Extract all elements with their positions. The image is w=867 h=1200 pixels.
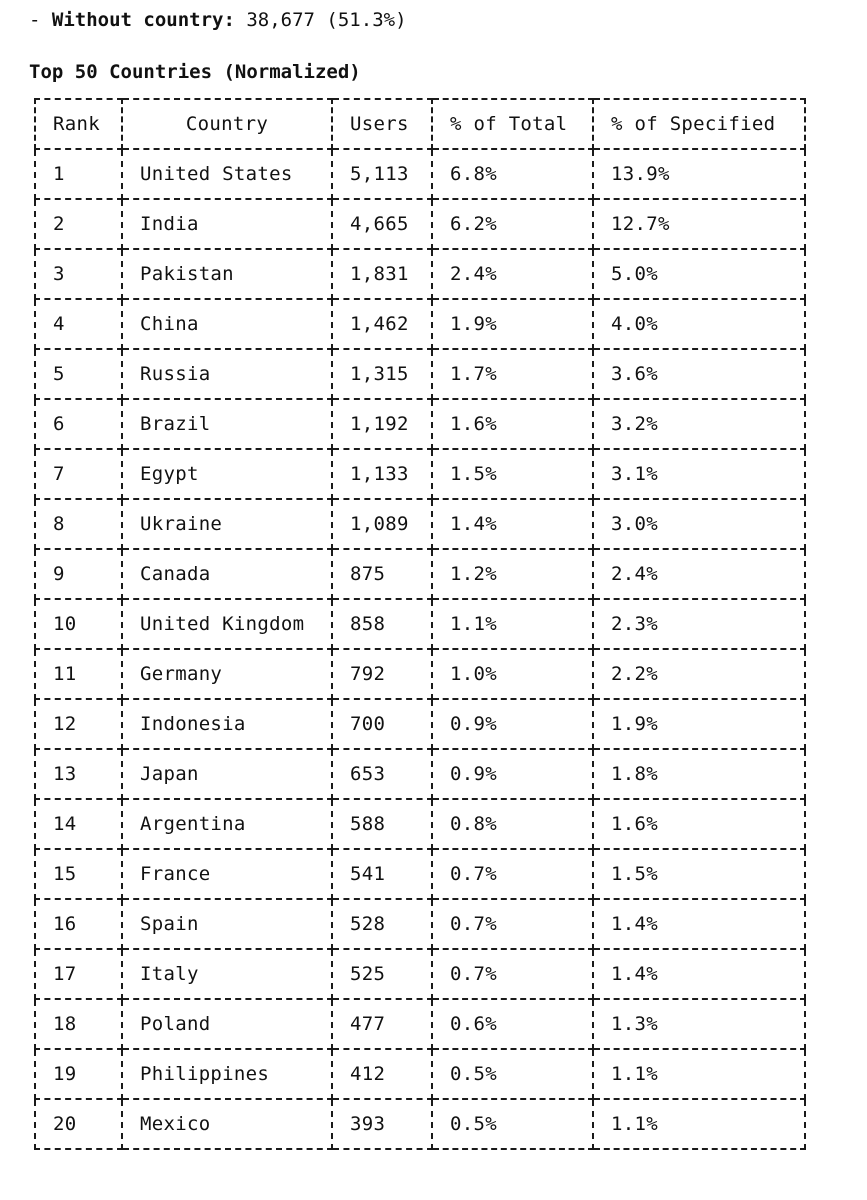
table-row (35, 1049, 805, 1099)
table-row (35, 149, 805, 199)
pct-total-cell: 0.7% (432, 949, 593, 999)
users-cell: 1,315 (332, 349, 432, 399)
rank-cell: 16 (35, 899, 122, 949)
users-cell: 477 (332, 999, 432, 1049)
country-cell: Pakistan (122, 249, 332, 299)
rank-cell: 9 (35, 549, 122, 599)
pct-specified-cell: 1.4% (593, 899, 805, 949)
pct-specified-cell: 1.1% (593, 1099, 805, 1149)
pct-specified-cell: 3.0% (593, 499, 805, 549)
table-row (35, 949, 805, 999)
header-country: Country (122, 99, 332, 149)
rank-cell: 6 (35, 399, 122, 449)
table-row (35, 749, 805, 799)
users-cell: 875 (332, 549, 432, 599)
header-pct-specified: % of Specified (593, 99, 805, 149)
pct-total-cell: 1.0% (432, 649, 593, 699)
users-cell: 653 (332, 749, 432, 799)
pct-specified-cell: 3.2% (593, 399, 805, 449)
table-row (35, 199, 805, 249)
pct-total-cell: 6.2% (432, 199, 593, 249)
pct-specified-cell: 2.2% (593, 649, 805, 699)
pct-specified-cell: 2.4% (593, 549, 805, 599)
table-row (35, 699, 805, 749)
rank-cell: 14 (35, 799, 122, 849)
pct-specified-cell: 3.6% (593, 349, 805, 399)
table-header-row (35, 99, 805, 149)
users-cell: 700 (332, 699, 432, 749)
rank-cell: 2 (35, 199, 122, 249)
pct-total-cell: 1.4% (432, 499, 593, 549)
users-cell: 588 (332, 799, 432, 849)
country-cell: India (122, 199, 332, 249)
pct-total-cell: 0.9% (432, 699, 593, 749)
users-cell: 1,089 (332, 499, 432, 549)
table-body (35, 149, 805, 1149)
rank-cell: 1 (35, 149, 122, 199)
table-row (35, 1099, 805, 1149)
table-row (35, 999, 805, 1049)
pct-specified-cell: 1.6% (593, 799, 805, 849)
pct-total-cell: 2.4% (432, 249, 593, 299)
pct-total-cell: 1.7% (432, 349, 593, 399)
country-cell: Italy (122, 949, 332, 999)
countries-table (34, 98, 806, 1150)
country-cell: United Kingdom (122, 599, 332, 649)
table-row (35, 349, 805, 399)
pct-total-cell: 0.9% (432, 749, 593, 799)
country-cell: Russia (122, 349, 332, 399)
users-cell: 393 (332, 1099, 432, 1149)
summary-value: 38,677 (51.3%) (234, 9, 407, 31)
country-cell: Philippines (122, 1049, 332, 1099)
users-cell: 1,133 (332, 449, 432, 499)
rank-cell: 4 (35, 299, 122, 349)
country-cell: Mexico (122, 1099, 332, 1149)
table-row (35, 399, 805, 449)
pct-total-cell: 0.8% (432, 799, 593, 849)
country-cell: United States (122, 149, 332, 199)
rank-cell: 12 (35, 699, 122, 749)
country-cell: Egypt (122, 449, 332, 499)
pct-total-cell: 6.8% (432, 149, 593, 199)
users-cell: 858 (332, 599, 432, 649)
pct-total-cell: 0.5% (432, 1049, 593, 1099)
country-cell: Canada (122, 549, 332, 599)
country-cell: Japan (122, 749, 332, 799)
country-cell: Germany (122, 649, 332, 699)
rank-cell: 7 (35, 449, 122, 499)
table-row (35, 549, 805, 599)
users-cell: 792 (332, 649, 432, 699)
users-cell: 525 (332, 949, 432, 999)
table-row (35, 249, 805, 299)
pct-total-cell: 0.7% (432, 849, 593, 899)
pct-total-cell: 1.6% (432, 399, 593, 449)
users-cell: 5,113 (332, 149, 432, 199)
pct-specified-cell: 3.1% (593, 449, 805, 499)
header-pct-total: % of Total (432, 99, 593, 149)
pct-total-cell: 0.6% (432, 999, 593, 1049)
table-row (35, 849, 805, 899)
summary-prefix: - (29, 9, 52, 31)
pct-total-cell: 0.5% (432, 1099, 593, 1149)
country-cell: France (122, 849, 332, 899)
country-cell: Spain (122, 899, 332, 949)
country-cell: Indonesia (122, 699, 332, 749)
pct-total-cell: 1.1% (432, 599, 593, 649)
pct-total-cell: 1.9% (432, 299, 593, 349)
users-cell: 412 (332, 1049, 432, 1099)
header-rank: Rank (35, 99, 122, 149)
pct-specified-cell: 1.1% (593, 1049, 805, 1099)
country-cell: Poland (122, 999, 332, 1049)
rank-cell: 19 (35, 1049, 122, 1099)
table-row (35, 799, 805, 849)
users-cell: 541 (332, 849, 432, 899)
pct-specified-cell: 1.5% (593, 849, 805, 899)
rank-cell: 10 (35, 599, 122, 649)
users-cell: 528 (332, 899, 432, 949)
pct-specified-cell: 1.8% (593, 749, 805, 799)
pct-specified-cell: 13.9% (593, 149, 805, 199)
country-cell: China (122, 299, 332, 349)
table-row (35, 899, 805, 949)
summary-label: Without country: (51, 9, 235, 31)
table-row (35, 499, 805, 549)
rank-cell: 13 (35, 749, 122, 799)
table-row (35, 649, 805, 699)
pct-specified-cell: 4.0% (593, 299, 805, 349)
header-users: Users (332, 99, 432, 149)
pct-total-cell: 1.2% (432, 549, 593, 599)
users-cell: 1,831 (332, 249, 432, 299)
country-cell: Ukraine (122, 499, 332, 549)
country-cell: Brazil (122, 399, 332, 449)
pct-specified-cell: 5.0% (593, 249, 805, 299)
country-cell: Argentina (122, 799, 332, 849)
rank-cell: 15 (35, 849, 122, 899)
pct-specified-cell: 1.9% (593, 699, 805, 749)
pct-specified-cell: 12.7% (593, 199, 805, 249)
pct-total-cell: 0.7% (432, 899, 593, 949)
rank-cell: 18 (35, 999, 122, 1049)
rank-cell: 20 (35, 1099, 122, 1149)
rank-cell: 3 (35, 249, 122, 299)
rank-cell: 17 (35, 949, 122, 999)
pct-specified-cell: 1.3% (593, 999, 805, 1049)
table-row (35, 599, 805, 649)
table-row (35, 449, 805, 499)
users-cell: 1,462 (332, 299, 432, 349)
pct-specified-cell: 2.3% (593, 599, 805, 649)
pct-total-cell: 1.5% (432, 449, 593, 499)
rank-cell: 8 (35, 499, 122, 549)
rank-cell: 5 (35, 349, 122, 399)
users-cell: 1,192 (332, 399, 432, 449)
table-row (35, 299, 805, 349)
section-title: Top 50 Countries (Normalized) (29, 61, 361, 83)
rank-cell: 11 (35, 649, 122, 699)
users-cell: 4,665 (332, 199, 432, 249)
pct-specified-cell: 1.4% (593, 949, 805, 999)
summary-without-country (29, 7, 407, 33)
